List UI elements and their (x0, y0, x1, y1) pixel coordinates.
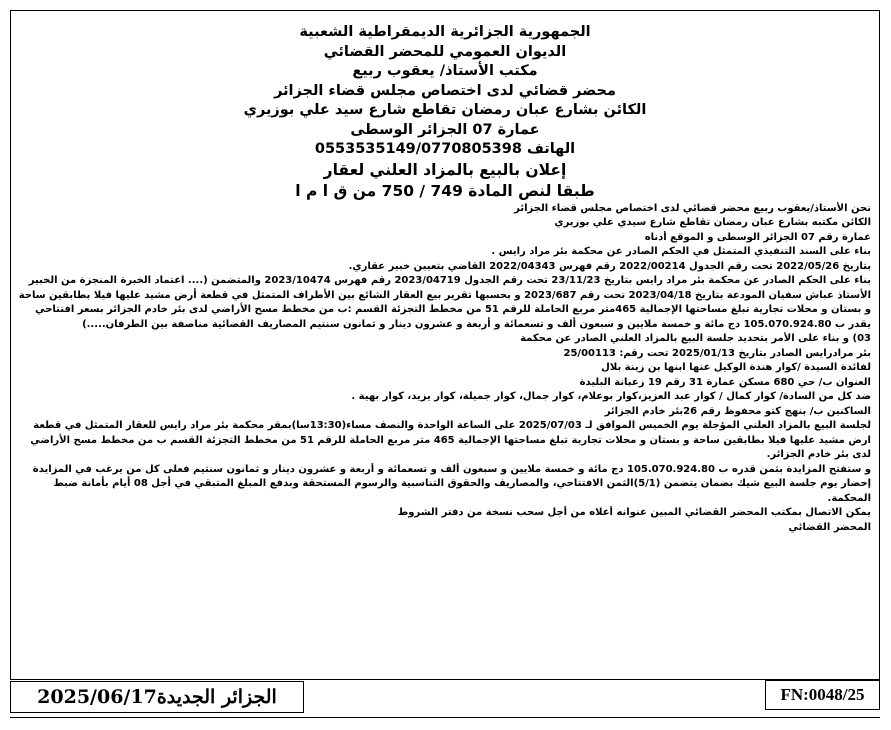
newspaper-date: الجزائر الجديدة2025/06/17 (37, 686, 277, 708)
newspaper-date-box (10, 681, 304, 713)
notice-header (11, 23, 879, 202)
paragraph-opening-price: و ستفتح المزايدة بثمن قدره ب 105.070.924.80 دج مائة و خمسة ملايين و سبعون ألف و تسعمائة و أربعة و عشرون دينار و ثمانون سنتيم فعلى كل من يرغب في المزايدة إحضار يوم جلسة البيع شيك بضمان يتضمن (5/1)الثمن الافتتاحي، والمصاريف والحقوق التناسبية والرسوم المستحقة وبدفع المبلغ المتبقي في أجل 08 أيام بأمانة ضبط المحكمة. (32, 463, 871, 504)
office-building: عمارة 07 الجزائر الوسطى (350, 121, 540, 138)
paragraph-beneficiary: لفائدة السيدة /كوار هندة الوكيل عنها ابنها بن زينة بلال (601, 362, 871, 373)
paragraph-order-date: بئر مرادرايس الصادر بتاريخ 2025/01/13 تحت رقم: 25/00113 (563, 347, 871, 359)
bureau-title: مكتب الأستاذ/ يعقوب ربيع (352, 63, 538, 79)
paragraph-office-address: الكائن مكتبه بشارع عبان رمضان تقاطع شارع سيدي علي بوزيري (554, 217, 871, 228)
paragraph-judgment-date: بتاريخ 2022/05/26 تحت رقم الجدول 2022/00214 رقم فهرس 2022/04343 القاضي بتعيين خبير عقاري. (348, 260, 871, 272)
bailiff-signature: المحضر القضائي (788, 521, 871, 533)
legal-notice (10, 10, 880, 680)
court-title: محضر قضائي لدى اختصاص مجلس قضاء الجزائر (274, 82, 616, 99)
paragraph-beneficiary-address: العنوان ب/ حي 680 مسكن عمارة 31 رقم 19 زعبانة البليدة (579, 376, 871, 388)
fn-number-box (765, 680, 880, 710)
bottom-divider (10, 717, 880, 730)
fn-number: FN:0048/25 (780, 685, 865, 704)
paragraph-bailiff: نحن الأستاذ/يعقوب ربيع محضر قضائي لدى اختصاص مجلس قضاء الجزائر (514, 202, 871, 214)
office-title: الديوان العمومي للمحضر القضائي (323, 43, 567, 60)
paragraph-judgment-details: بناء على الحكم الصادر عن محكمة بئر مراد رايس بتاريخ 23/11/23 تحت رقم الجدول 2023/04719 رقم فهرس 2023/10474 والمتضمن (.... اعتماد الخبرة المنجزة من الخبير الأستاذ عباش سفيان المودعة بتاريخ 2023/04/18 تحت رقم 2023/687 و بحسبها تقرير بيع العقار الشائع بين الأطراف المتمثل في قطعة أرض مشيد عليها فيلا بطابقين ساحة و بستان و محلات تجارية تبلغ مساحتها الإجمالية 465متر مربع الحاملة للرقم 51 من مخطط التجزئة القسم :ب من مخطط مسح الأراضي لدى بئر خادم الجزائر بسعر افتتاحي يقدر ب 105.070.924.80 دج مائة و خمسة ملايين و سبعون ألف و تسعمائة و أربعة و عشرون دينار و ثمانون سنتيم المصاريف القضائية مناصفة بين الطرفان.....) (18, 275, 871, 330)
paragraph-executive-title: بناء على السند التنفيذي المتمثل في الحكم الصادر عن محكمة بئر مراد رايس . (491, 246, 871, 257)
office-phone: الهاتف 0553535149/0770805398 (314, 141, 576, 157)
paragraph-contact: يمكن الاتصال بمكتب المحضر القضائي المبين عنوانه أعلاه من أجل سحب نسخة من دفتر الشروط (397, 507, 871, 518)
paragraph-defendants: ضد كل من السادة/ كوار كمال / كوار عبد العزيز،كوار بوعلام، كوار جمال، كوار جميلة، كوار يزيد، كوار بهية . (351, 391, 871, 402)
office-address: الكائن بشارع عبان رمضان تقاطع شارع سيد علي بوزيري (243, 102, 647, 118)
paragraph-auction-session: لجلسة البيع بالمزاد العلني المؤجلة يوم الخميس الموافق لـ 2025/07/03 على الساعة الواحدة والنصف مساء(13:30سا)بمقر محكمة بئر مراد رايس للعقار المتمثل في قطعة ارض مشيد عليها فيلا بطابقين ساحة و بستان و محلات تجارية تبلغ مساحتها الإجمالية 465 متر مربع الحاملة للرقم 51 من مخطط التجزئة القسم ب من مخطط مسح الأراضي لدى بئر خادم الجزائر. (30, 420, 871, 460)
notice-body (11, 202, 879, 536)
paragraph-defendants-address: الساكنين ب/ بنهج كتو محفوظ رقم 26بئر خادم الجزائر (604, 405, 871, 417)
paragraph-order: 03) و بناء على الأمر بتحديد جلسة البيع بالمزاد العلني الصادر عن محكمة (520, 333, 871, 344)
notice-title: إعلان بالبيع بالمزاد العلني لعقار (323, 160, 567, 179)
paragraph-building: عمارة رقم 07 الجزائر الوسطى و الموقع أدناه (644, 231, 871, 243)
legal-article: طبقا لنص المادة 749 / 750 من ق ا م ا (295, 181, 595, 200)
republic-title: الجمهورية الجزائرية الديمقراطية الشعبية (299, 24, 591, 40)
